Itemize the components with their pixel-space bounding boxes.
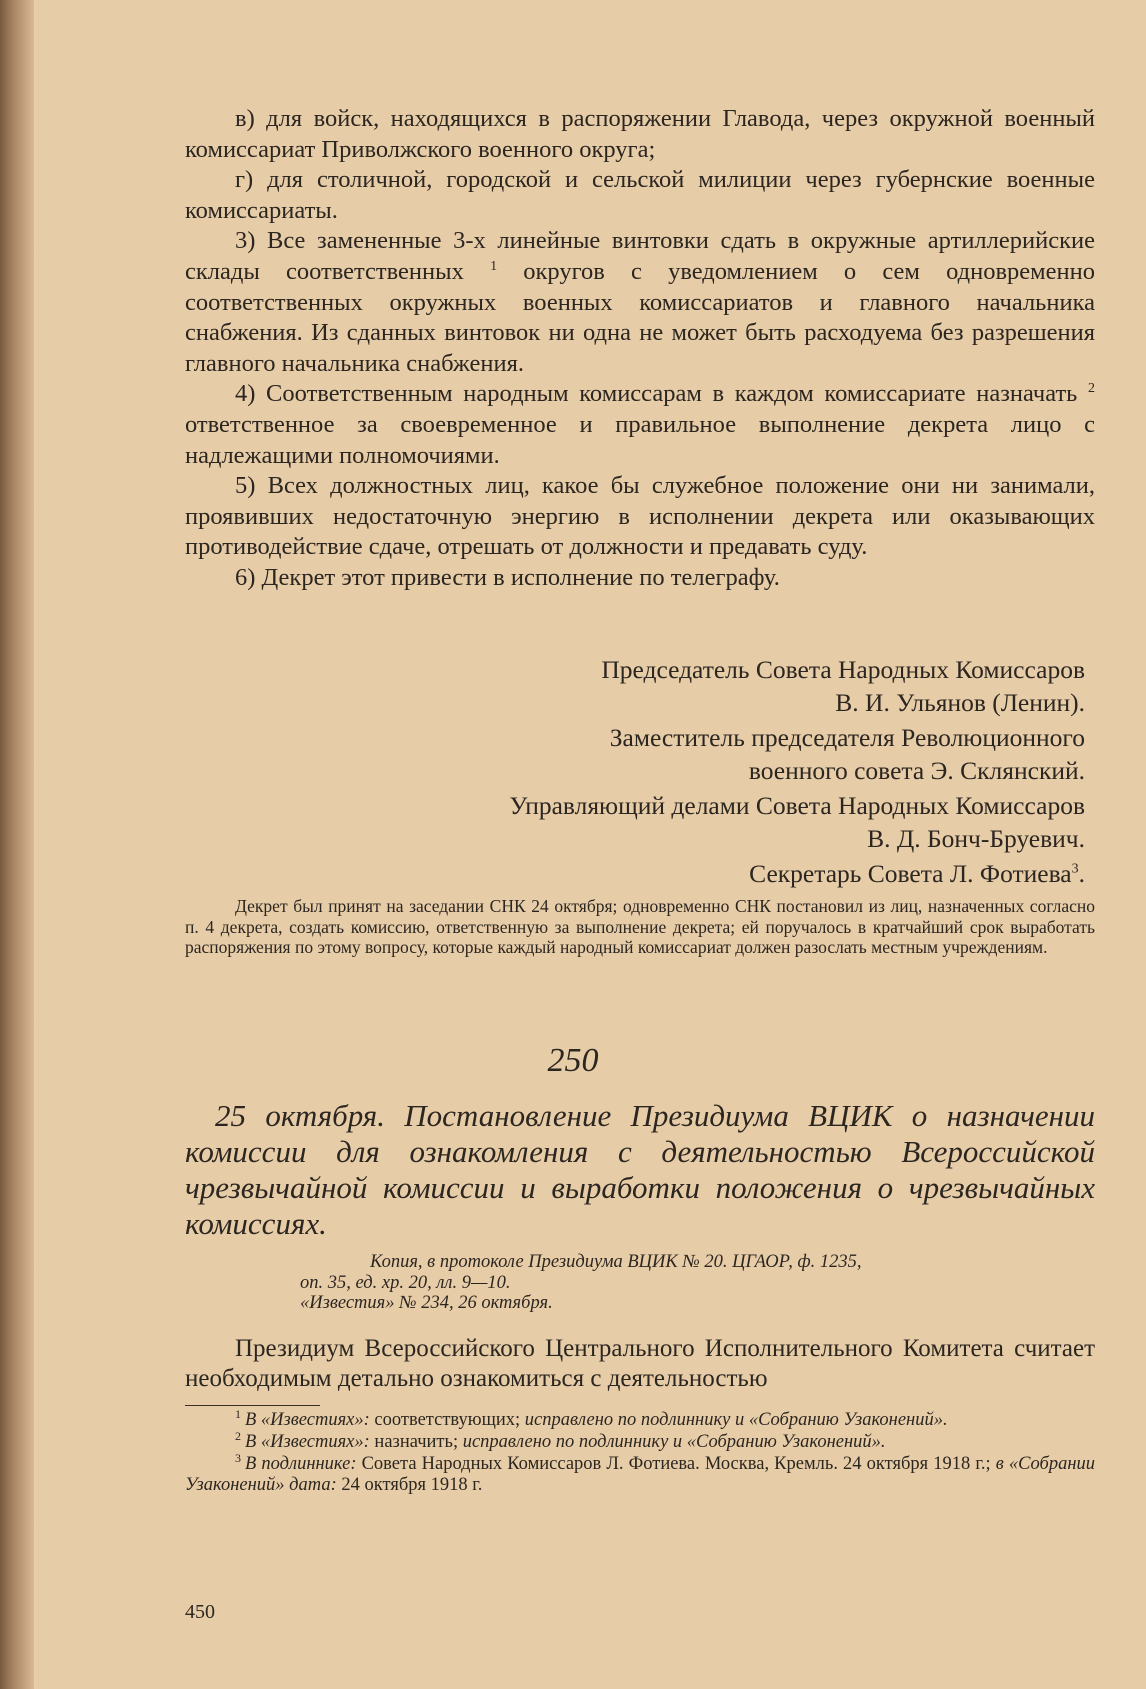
footnotes (185, 1406, 1096, 1497)
footnote-ref-3: 3 (1071, 861, 1079, 877)
paragraph-3: 3) Все замененные 3-х линейные винтовки сдать в окружные артиллерийские склады соответственных $^1$ округов с уведомлением о сем одновременно соответственных окружных военных комиссариатов и главного начальника снабжения. Из сданных винтовок ни одна не может быть расходуема без разрешения главного начальника снабжения. (185, 227, 1096, 377)
editorial-note: Декрет был принят на заседании СНК 24 октября; одновременно СНК постановил из лиц, назначенных согласно п. 4 декрета, создать комиссию, ответственную за выполнение декрета; ей поручалось в кратчайший срок выработать распоряжения по этому вопросу, которые каждый народный комиссариат должен разослать местным учреждениям. (185, 896, 1095, 957)
signature-chairman: Председатель Совета Народных Комиссаров В. И. Ульянов (Ленин). (601, 655, 1085, 717)
document-sources: Копия, в протоколе Президиума ВЦИК № 20. ЦГАОР, ф. 1235, оп. 35, ед. хр. 20, лл. 9—10. «Известия» № 234, 26 октября. (300, 1252, 862, 1313)
footnote-ref-1: 1 (490, 258, 498, 274)
page-number: 450 (185, 1601, 215, 1623)
document-number: 250 (547, 1042, 599, 1079)
paragraph-g: г) для столичной, городской и сельской милиции через губернские военные комиссариаты. (185, 166, 1095, 224)
signature-manager: Управляющий делами Совета Народных Комиссаров В. Д. Бонч-Бруевич. (509, 791, 1085, 853)
paragraph-4: 4) Соответственным народным комиссарам в каждом комиссариате назначать $^2$ ответственное за своевременное и правильное выполнение декрета лицо с надлежащими полномочиями. (185, 380, 1095, 469)
footnote-ref-2: 2 (1088, 381, 1095, 397)
paragraph-6: 6) Декрет этот привести в исполнение по телеграфу. (235, 563, 780, 591)
signature-block (185, 654, 1085, 894)
paragraph-v: в) для войск, находящихся в распоряжении Главода, через окружной военный комиссариат Приволжского военного округа; (185, 105, 1095, 163)
signature-deputy: Заместитель председателя Революционного военного совета Э. Склянский. (609, 723, 1085, 785)
decree-body (185, 104, 1095, 594)
footnote-2: $^2$ В «Известиях»: назначить; исправлено по подлиннику и «Собранию Узаконений». (235, 1428, 886, 1452)
document-title: 25 октября. Постановление Президиума ВЦИК о назначении комиссии для ознакомления с деятельностью Всероссийской чрезвычайной комиссии и выработки положения о чрезвычайных комиссиях. (185, 1098, 1095, 1241)
footnote-divider (185, 1405, 320, 1406)
footnote-1: $^1$ В «Известиях»: соответствующих; исправлено по подлиннику и «Собранию Узаконений». (235, 1406, 948, 1430)
signature-secretary: Секретарь Совета Л. Фотиева$^3$. (749, 859, 1085, 888)
document-intro: Президиум Всероссийского Центрального Исполнительного Комитета считает необходимым детально ознакомиться с деятельностью (185, 1335, 1095, 1392)
footnote-3: $^3$ В подлиннике: Совета Народных Комиссаров Л. Фотиева. Москва, Кремль. 24 октября 1918 г.; в «Собрании Узаконений» дата: 24 октября 1918 г. (185, 1450, 1096, 1495)
book-binding-edge (0, 0, 34, 1689)
paragraph-5: 5) Всех должностных лиц, какое бы служебное положение они ни занимали, проявивших недостаточную энергию в исполнении декрета или оказывающих противодействие сдаче, отрешать от должности и предавать суду. (185, 472, 1095, 561)
